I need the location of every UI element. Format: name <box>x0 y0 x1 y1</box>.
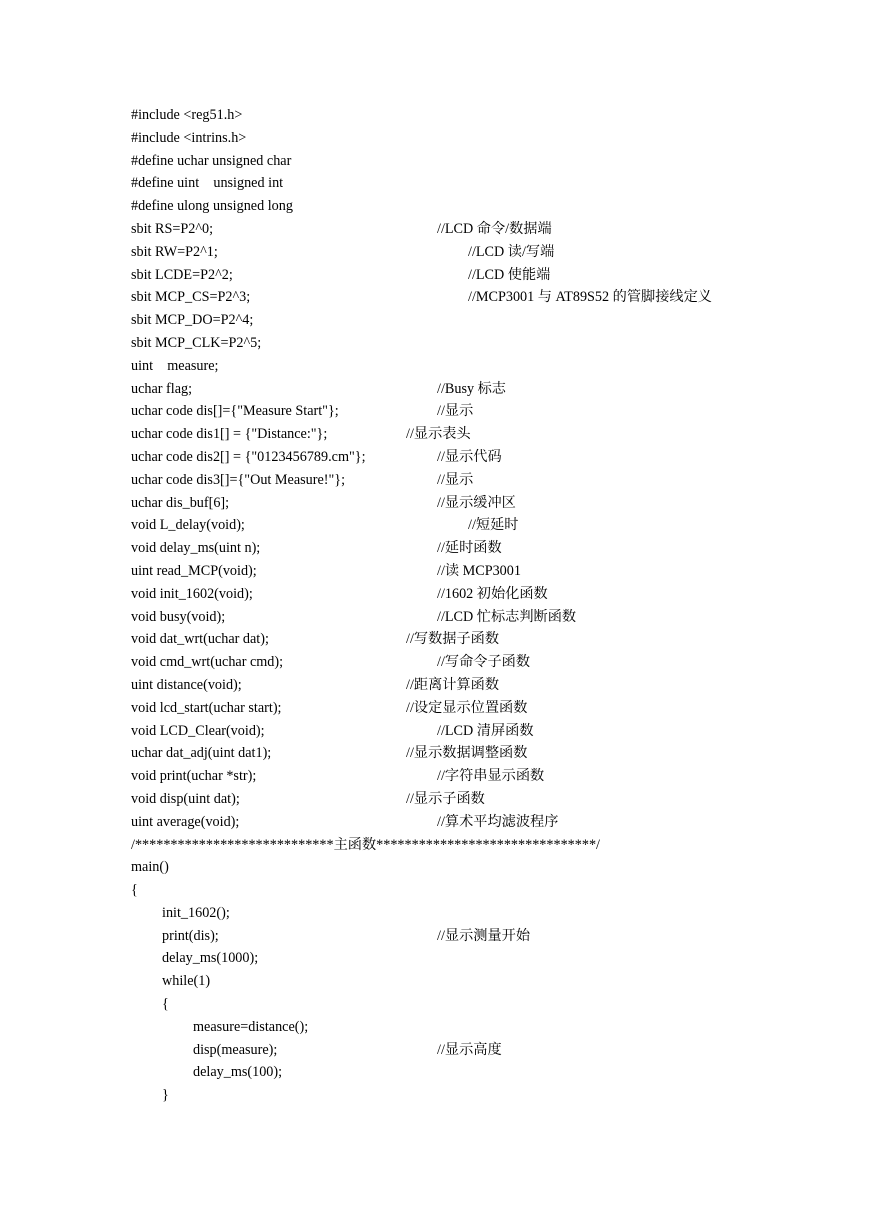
code-text: void delay_ms(uint n); <box>131 540 261 557</box>
code-comment: //显示高度 <box>437 1041 502 1058</box>
code-comment: //LCD 使能端 <box>468 266 551 283</box>
code-line <box>0 378 869 401</box>
code-text: uint measure; <box>131 357 219 374</box>
code-text: uchar dat_adj(uint dat1); <box>131 745 272 762</box>
code-text: #define uchar unsigned char <box>131 152 292 169</box>
code-text: uchar code dis3[]={"Out Measure!"}; <box>131 471 346 488</box>
code-line <box>0 1016 869 1039</box>
code-text: void dat_wrt(uchar dat); <box>131 631 269 648</box>
code-comment: //显示代码 <box>437 448 502 465</box>
code-comment: //显示测量开始 <box>437 927 531 944</box>
code-text: void LCD_Clear(void); <box>131 722 265 739</box>
code-comment: //显示缓冲区 <box>437 494 516 511</box>
code-comment: //Busy 标志 <box>437 380 506 397</box>
code-line <box>0 697 869 720</box>
code-text: uint distance(void); <box>131 676 242 693</box>
code-line <box>0 514 869 537</box>
code-line <box>0 446 869 469</box>
code-line <box>0 765 869 788</box>
code-line <box>0 811 869 834</box>
code-comment: //读 MCP3001 <box>437 562 521 579</box>
code-text: uchar code dis2[] = {"0123456789.cm"}; <box>131 448 366 465</box>
code-text: sbit LCDE=P2^2; <box>131 266 233 283</box>
code-comment: //设定显示位置函数 <box>406 699 528 716</box>
code-line <box>0 583 869 606</box>
code-text: void L_delay(void); <box>131 517 245 534</box>
code-comment: //延时函数 <box>437 540 502 557</box>
code-line <box>0 355 869 378</box>
code-line <box>0 150 869 173</box>
code-text: void print(uchar *str); <box>131 768 257 785</box>
code-line <box>0 537 869 560</box>
code-text: { <box>162 996 169 1013</box>
code-comment: //距离计算函数 <box>406 676 500 693</box>
code-text: sbit MCP_CS=P2^3; <box>131 289 251 306</box>
code-comment: //1602 初始化函数 <box>437 585 548 602</box>
code-text: uint read_MCP(void); <box>131 562 257 579</box>
code-line <box>0 993 869 1016</box>
code-line <box>0 332 869 355</box>
source-code-listing <box>0 104 869 1107</box>
code-line <box>0 856 869 879</box>
code-text: main() <box>131 859 169 876</box>
code-line <box>0 469 869 492</box>
code-text: delay_ms(100); <box>193 1064 283 1081</box>
code-line <box>0 195 869 218</box>
code-text: sbit MCP_CLK=P2^5; <box>131 334 262 351</box>
code-text: sbit RS=P2^0; <box>131 220 214 237</box>
code-line <box>0 400 869 423</box>
code-text: #define ulong unsigned long <box>131 198 293 215</box>
code-text: #include <reg51.h> <box>131 107 243 123</box>
code-line <box>0 218 869 241</box>
code-comment: //MCP3001 与 AT89S52 的管脚接线定义 <box>468 289 712 306</box>
code-line <box>0 925 869 948</box>
code-line <box>0 127 869 150</box>
code-line <box>0 423 869 446</box>
code-comment: //短延时 <box>468 517 519 534</box>
code-text: measure=distance(); <box>193 1018 309 1035</box>
code-text: uchar dis_buf[6]; <box>131 494 230 511</box>
code-comment: //LCD 忙标志判断函数 <box>437 608 577 625</box>
code-line <box>0 286 869 309</box>
code-comment: //算术平均滤波程序 <box>437 813 559 830</box>
code-text: uchar code dis1[] = {"Distance:"}; <box>131 426 328 443</box>
code-line <box>0 1084 869 1107</box>
code-comment: //LCD 命令/数据端 <box>437 220 552 237</box>
code-text: while(1) <box>162 973 211 990</box>
code-text: void disp(uint dat); <box>131 790 240 807</box>
code-text: print(dis); <box>162 927 219 944</box>
code-line <box>0 651 869 674</box>
code-text: void init_1602(void); <box>131 585 253 602</box>
code-line <box>0 720 869 743</box>
code-line <box>0 834 869 857</box>
code-line <box>0 606 869 629</box>
code-line <box>0 902 869 925</box>
code-line <box>0 1039 869 1062</box>
code-text: sbit RW=P2^1; <box>131 243 218 260</box>
code-comment: //LCD 读/写端 <box>468 243 555 260</box>
code-line <box>0 970 869 993</box>
code-line <box>0 492 869 515</box>
code-text: init_1602(); <box>162 904 230 921</box>
code-line <box>0 788 869 811</box>
code-text: #define uint unsigned int <box>131 175 284 192</box>
code-text: void busy(void); <box>131 608 226 625</box>
code-line <box>0 1061 869 1084</box>
code-text: uint average(void); <box>131 813 240 830</box>
code-comment: //LCD 清屏函数 <box>437 722 534 739</box>
code-text: uchar code dis[]={"Measure Start"}; <box>131 403 339 420</box>
code-comment: //字符串显示函数 <box>437 768 545 785</box>
code-line <box>0 241 869 264</box>
code-line <box>0 104 869 127</box>
code-line <box>0 628 869 651</box>
code-text: delay_ms(1000); <box>162 950 259 967</box>
code-comment: //显示表头 <box>406 426 471 443</box>
code-text: disp(measure); <box>193 1041 278 1058</box>
code-line <box>0 674 869 697</box>
code-comment: //显示 <box>437 403 474 420</box>
code-line <box>0 742 869 765</box>
code-comment: //写命令子函数 <box>437 654 531 671</box>
code-text: sbit MCP_DO=P2^4; <box>131 312 254 329</box>
code-text: void cmd_wrt(uchar cmd); <box>131 654 284 671</box>
code-line <box>0 264 869 287</box>
code-text: void lcd_start(uchar start); <box>131 699 282 716</box>
code-comment: //显示数据调整函数 <box>406 745 528 762</box>
code-line <box>0 879 869 902</box>
code-text: uchar flag; <box>131 380 193 397</box>
code-line <box>0 947 869 970</box>
code-text: } <box>162 1087 169 1104</box>
code-comment: //显示 <box>437 471 474 488</box>
code-line <box>0 560 869 583</box>
code-comment: //写数据子函数 <box>406 631 500 648</box>
code-comment: //显示子函数 <box>406 790 485 807</box>
main-function-divider: /****************************主函数*******************************/ <box>131 836 600 853</box>
code-line <box>0 172 869 195</box>
code-text: { <box>131 882 138 899</box>
code-line <box>0 309 869 332</box>
code-text: #include <intrins.h> <box>131 129 247 146</box>
